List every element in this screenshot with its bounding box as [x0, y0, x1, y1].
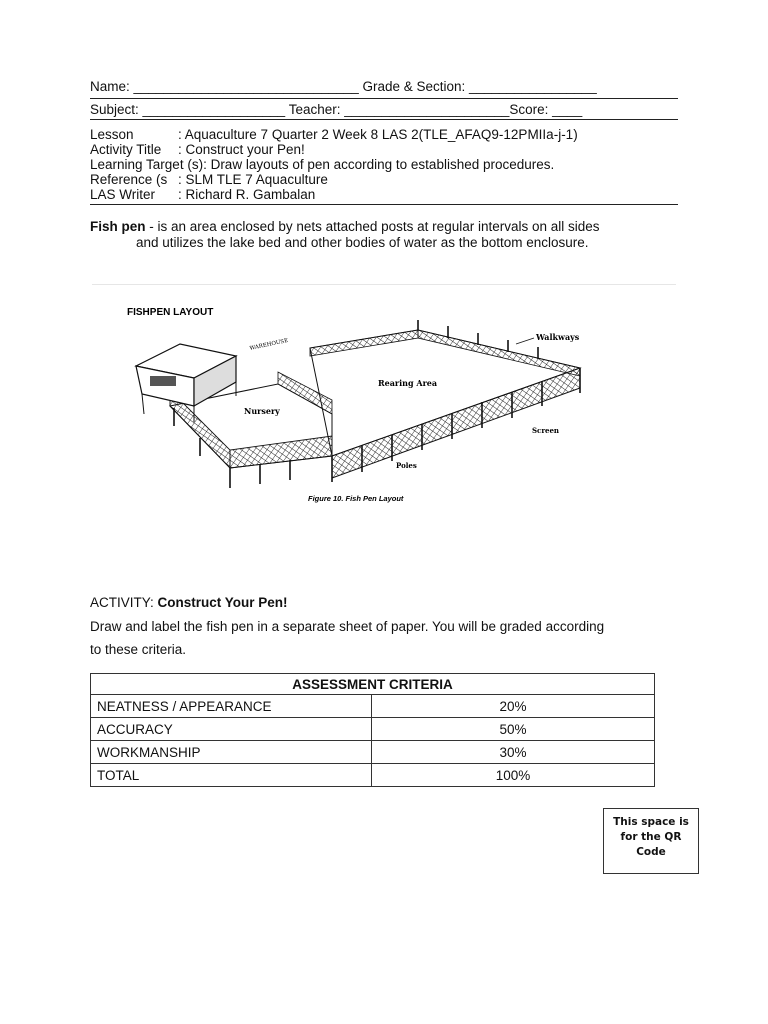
meta-row-activity-title	[90, 142, 578, 157]
definition-text: - is an area enclosed by nets attached posts at regular intervals on all sides	[145, 219, 600, 234]
meta-value: : Aquaculture 7 Quarter 2 Week 8 LAS 2(TLE_AFAQ9-12PMIIa-j-1)	[178, 127, 578, 142]
activity-instructions: Draw and label the fish pen in a separate sheet of paper. You will be graded according	[90, 619, 605, 634]
meta-value: : SLM TLE 7 Aquaculture	[178, 172, 328, 187]
meta-key: Reference (s	[90, 172, 168, 187]
walkways-label: Walkways	[536, 332, 580, 342]
divider	[90, 204, 678, 205]
criterion-weight: 50%	[372, 718, 655, 741]
figure-title: FISHPEN LAYOUT	[127, 307, 214, 318]
criterion-label: TOTAL	[91, 764, 372, 787]
meta-key: Lesson	[90, 127, 134, 142]
meta-row-learning-target	[90, 157, 578, 172]
meta-key: Learning Target (s)	[90, 157, 204, 172]
meta-value: : Construct your Pen!	[178, 142, 305, 157]
criterion-label: WORKMANSHIP	[91, 741, 372, 764]
meta-value: : Draw layouts of pen according to established procedures.	[203, 157, 555, 172]
table-header-row	[91, 674, 655, 695]
criterion-weight: 100%	[372, 764, 655, 787]
figure-caption: Figure 10. Fish Pen Layout	[308, 494, 404, 503]
qr-code-placeholder	[603, 808, 699, 874]
qr-text: This space is	[613, 816, 689, 828]
nursery-label: Nursery	[244, 406, 280, 416]
divider	[90, 119, 678, 120]
fish-pen-definition	[90, 219, 600, 251]
poles-label: Poles	[396, 461, 417, 470]
table-heading: ASSESSMENT CRITERIA	[91, 674, 655, 695]
qr-text: Code	[636, 846, 666, 858]
meta-value: : Richard R. Gambalan	[178, 187, 316, 202]
divider	[90, 98, 678, 99]
activity-prefix: ACTIVITY:	[90, 595, 158, 610]
nursery-net-wall	[230, 436, 332, 468]
assessment-criteria-table	[90, 673, 655, 787]
screen-label: Screen	[532, 426, 560, 435]
activity-instructions-continued: to these criteria.	[90, 642, 187, 657]
lesson-metadata	[90, 127, 578, 202]
warehouse-label: WAREHOUSE	[249, 337, 289, 352]
meta-key: Activity Title	[90, 142, 162, 157]
name-grade-line: Name: ______________________________ Grade & Section: _________________	[90, 79, 597, 94]
criterion-label: ACCURACY	[91, 718, 372, 741]
activity-title: Construct Your Pen!	[157, 595, 288, 610]
definition-term: Fish pen	[90, 219, 146, 234]
meta-row-lesson	[90, 127, 578, 142]
meta-row-writer	[90, 187, 578, 202]
activity-heading	[90, 595, 288, 610]
table-row	[91, 695, 655, 718]
criterion-label: NEATNESS / APPEARANCE	[91, 695, 372, 718]
subject-teacher-score-line: Subject: ___________________ Teacher: ______________________Score: ____	[90, 102, 583, 117]
faint-separator	[92, 284, 676, 285]
table-row	[91, 741, 655, 764]
meta-row-reference	[90, 172, 578, 187]
meta-key: LAS Writer	[90, 187, 156, 202]
qr-text: for the QR	[620, 831, 682, 843]
table-row	[91, 764, 655, 787]
fishpen-layout-figure	[118, 296, 598, 510]
rearing-area-label: Rearing Area	[378, 378, 438, 388]
definition-text-continued: and utilizes the lake bed and other bodies of water as the bottom enclosure.	[136, 235, 589, 250]
criterion-weight: 20%	[372, 695, 655, 718]
table-row	[91, 718, 655, 741]
criterion-weight: 30%	[372, 741, 655, 764]
left-back-net-wall	[310, 330, 418, 356]
